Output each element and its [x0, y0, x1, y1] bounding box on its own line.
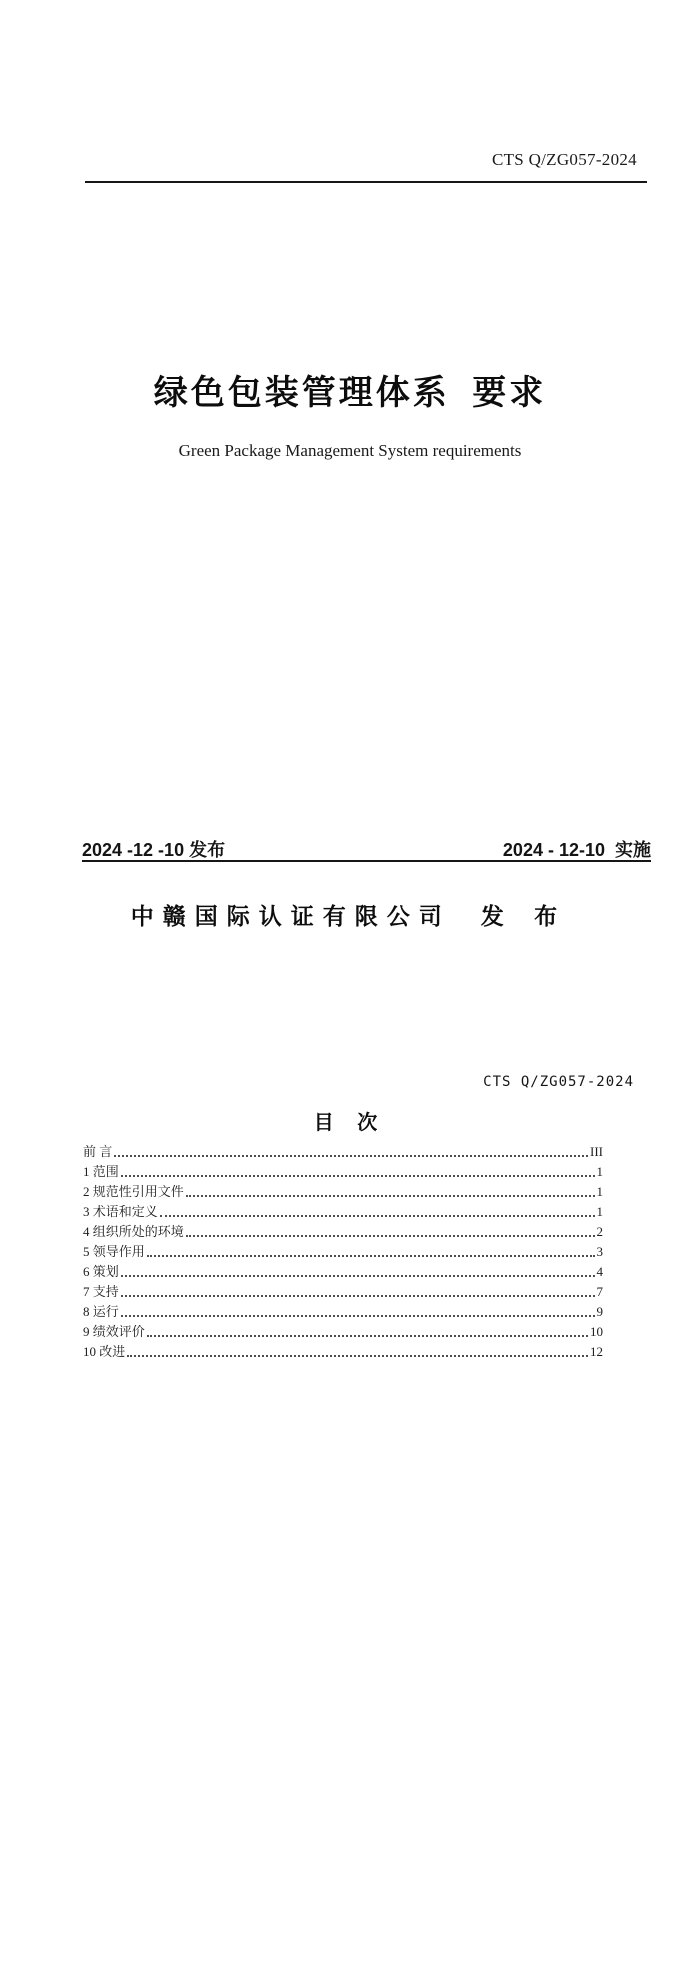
toc-entry-page: 3 [596, 1244, 603, 1259]
toc-dot-leader [121, 1275, 595, 1277]
toc-entry-label: 8 运行 [83, 1304, 119, 1319]
toc-entry-label: 3 术语和定义 [83, 1204, 158, 1219]
publish-label: 发 布 [480, 903, 570, 929]
publisher-row [0, 898, 700, 931]
toc-dot-leader [147, 1335, 588, 1337]
toc-entry-page: 10 [590, 1324, 603, 1339]
toc-entry-label: 2 规范性引用文件 [83, 1184, 184, 1199]
toc-entry-page: 2 [596, 1224, 603, 1239]
toc-entry-label: 7 支持 [83, 1284, 119, 1299]
toc-document-code: CTS Q/ZG057-2024 [483, 1074, 634, 1090]
issue-date: 2024 -12 -10 发布 [82, 840, 226, 860]
toc-entry [83, 1160, 603, 1180]
cover-header-rule [85, 181, 647, 183]
toc-entry-page: 1 [596, 1204, 603, 1219]
toc-list [83, 1140, 603, 1360]
toc-entry [83, 1140, 603, 1160]
toc-entry-page: III [590, 1144, 603, 1159]
toc-entry-label: 前 言 [83, 1144, 113, 1159]
toc-entry-page: 9 [596, 1304, 603, 1319]
toc-entry-label: 6 策划 [83, 1264, 119, 1279]
toc-dot-leader [186, 1195, 595, 1197]
toc-dot-leader [147, 1255, 595, 1257]
publisher-name: 中赣国际认证有限公司 [130, 903, 451, 929]
toc-entry-label: 9 绩效评价 [83, 1324, 145, 1339]
toc-entry [83, 1180, 603, 1200]
implementation-date: 2024 - 12-10 实施 [502, 840, 651, 860]
toc-entry-page: 1 [596, 1164, 603, 1179]
toc-entry [83, 1220, 603, 1240]
toc-dot-leader [186, 1235, 595, 1237]
toc-entry [83, 1240, 603, 1260]
cover-document-code: CTS Q/ZG057-2024 [491, 150, 637, 169]
toc-entry-page: 1 [596, 1184, 603, 1199]
toc-entry [83, 1280, 603, 1300]
toc-entry [83, 1300, 603, 1320]
toc-entry-page: 12 [590, 1344, 603, 1359]
toc-entry-page: 7 [596, 1284, 603, 1299]
toc-dot-leader [160, 1215, 595, 1217]
toc-dot-leader [121, 1175, 595, 1177]
toc-title: 目 次 [313, 1112, 387, 1134]
cover-footer-rule [82, 860, 651, 862]
document-subtitle-english: Green Package Management System requirements [178, 441, 522, 460]
toc-entry-label: 5 领导作用 [83, 1244, 145, 1259]
toc-entry-page: 4 [596, 1264, 603, 1279]
toc-dot-leader [121, 1315, 595, 1317]
toc-entry-label: 1 范围 [83, 1164, 119, 1179]
toc-entry-label: 10 改进 [83, 1344, 126, 1359]
toc-entry [83, 1320, 603, 1340]
toc-dot-leader [127, 1355, 588, 1357]
toc-entry [83, 1260, 603, 1280]
toc-entry [83, 1340, 603, 1360]
toc-entry-label: 4 组织所处的环境 [83, 1224, 184, 1239]
document-title: 绿色包装管理体系 要求 [153, 374, 547, 412]
toc-dot-leader [114, 1155, 588, 1157]
date-row [82, 836, 651, 862]
toc-entry [83, 1200, 603, 1220]
toc-dot-leader [121, 1295, 595, 1297]
